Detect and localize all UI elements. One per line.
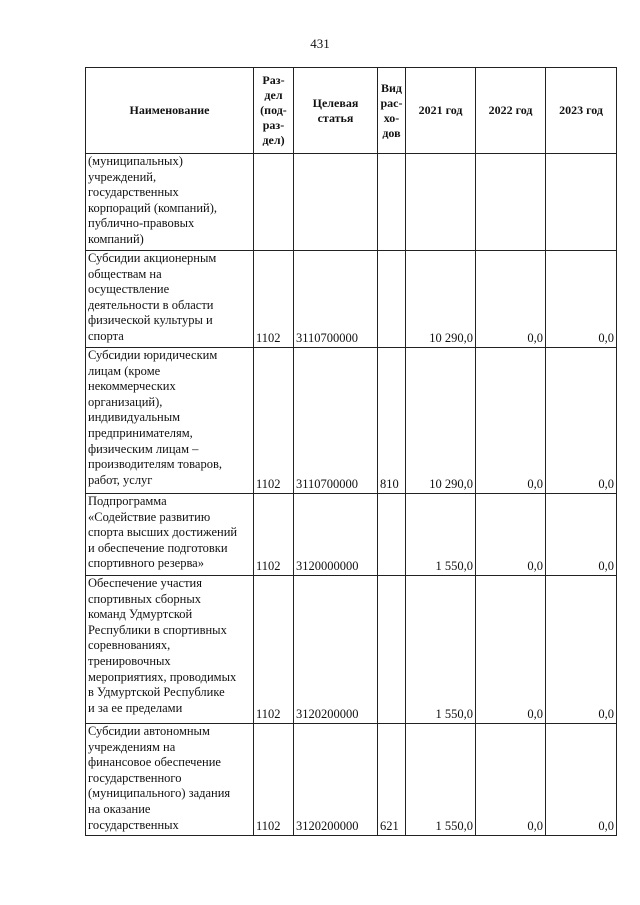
row-name: Подпрограмма «Содействие развитию спорта высших достижений и обеспечение подготовки спортивного резерва» [86,494,254,576]
row-value-2022: 0,0 [476,348,546,494]
table-row [86,348,617,494]
row-value-2021: 1 550,0 [406,724,476,836]
row-article: 3110700000 [294,251,378,348]
table-row [86,576,617,724]
row-section [254,154,294,251]
row-value-2022: 0,0 [476,724,546,836]
header-2021: 2021 год [406,68,476,154]
row-value-2022 [476,154,546,251]
table-row [86,724,617,836]
row-article [294,154,378,251]
row-value-2021: 10 290,0 [406,251,476,348]
budget-table [85,67,617,836]
row-value-2021: 1 550,0 [406,494,476,576]
row-name: Обеспечение участия спортивных сборных команд Удмуртской Республики в спортивных соревнованиях, тренировочных мероприятиях, проводимых в Удмуртской Республике и за ее пределами [86,576,254,724]
row-value-2023: 0,0 [546,348,617,494]
header-name: Наименование [86,68,254,154]
table-row [86,251,617,348]
row-section: 1102 [254,494,294,576]
header-row [86,68,617,154]
row-section: 1102 [254,724,294,836]
row-expense-type: 621 [378,724,406,836]
row-value-2021: 1 550,0 [406,576,476,724]
row-name: Субсидии автономным учреждениям на финансовое обеспечение государственного (муниципального) задания на оказание государственных [86,724,254,836]
row-value-2023: 0,0 [546,494,617,576]
row-expense-type [378,576,406,724]
row-expense-type [378,154,406,251]
row-name: Субсидии юридическим лицам (кроме некоммерческих организаций), индивидуальным предпринимателям, физическим лицам – производителям товаров, работ, услуг [86,348,254,494]
header-expense-type: Вид рас- хо- дов [378,68,406,154]
row-value-2023: 0,0 [546,576,617,724]
header-section: Раз- дел (под- раз- дел) [254,68,294,154]
row-name: Субсидии акционерным обществам на осуществление деятельности в области физической культуры и спорта [86,251,254,348]
row-value-2022: 0,0 [476,494,546,576]
row-value-2021: 10 290,0 [406,348,476,494]
header-2023: 2023 год [546,68,617,154]
row-value-2023: 0,0 [546,724,617,836]
table-row [86,154,617,251]
row-value-2023: 0,0 [546,251,617,348]
row-expense-type [378,494,406,576]
header-article: Целевая статья [294,68,378,154]
header-2022: 2022 год [476,68,546,154]
row-article: 3120200000 [294,724,378,836]
row-value-2023 [546,154,617,251]
row-article: 3120200000 [294,576,378,724]
row-name: (муниципальных) учреждений, государственных корпораций (компаний), публично-правовых компаний) [86,154,254,251]
page-number: 431 [310,36,330,51]
row-value-2021 [406,154,476,251]
row-value-2022: 0,0 [476,576,546,724]
row-section: 1102 [254,251,294,348]
row-section: 1102 [254,348,294,494]
row-expense-type: 810 [378,348,406,494]
row-article: 3110700000 [294,348,378,494]
row-value-2022: 0,0 [476,251,546,348]
row-section: 1102 [254,576,294,724]
row-expense-type [378,251,406,348]
row-article: 3120000000 [294,494,378,576]
table-row [86,494,617,576]
